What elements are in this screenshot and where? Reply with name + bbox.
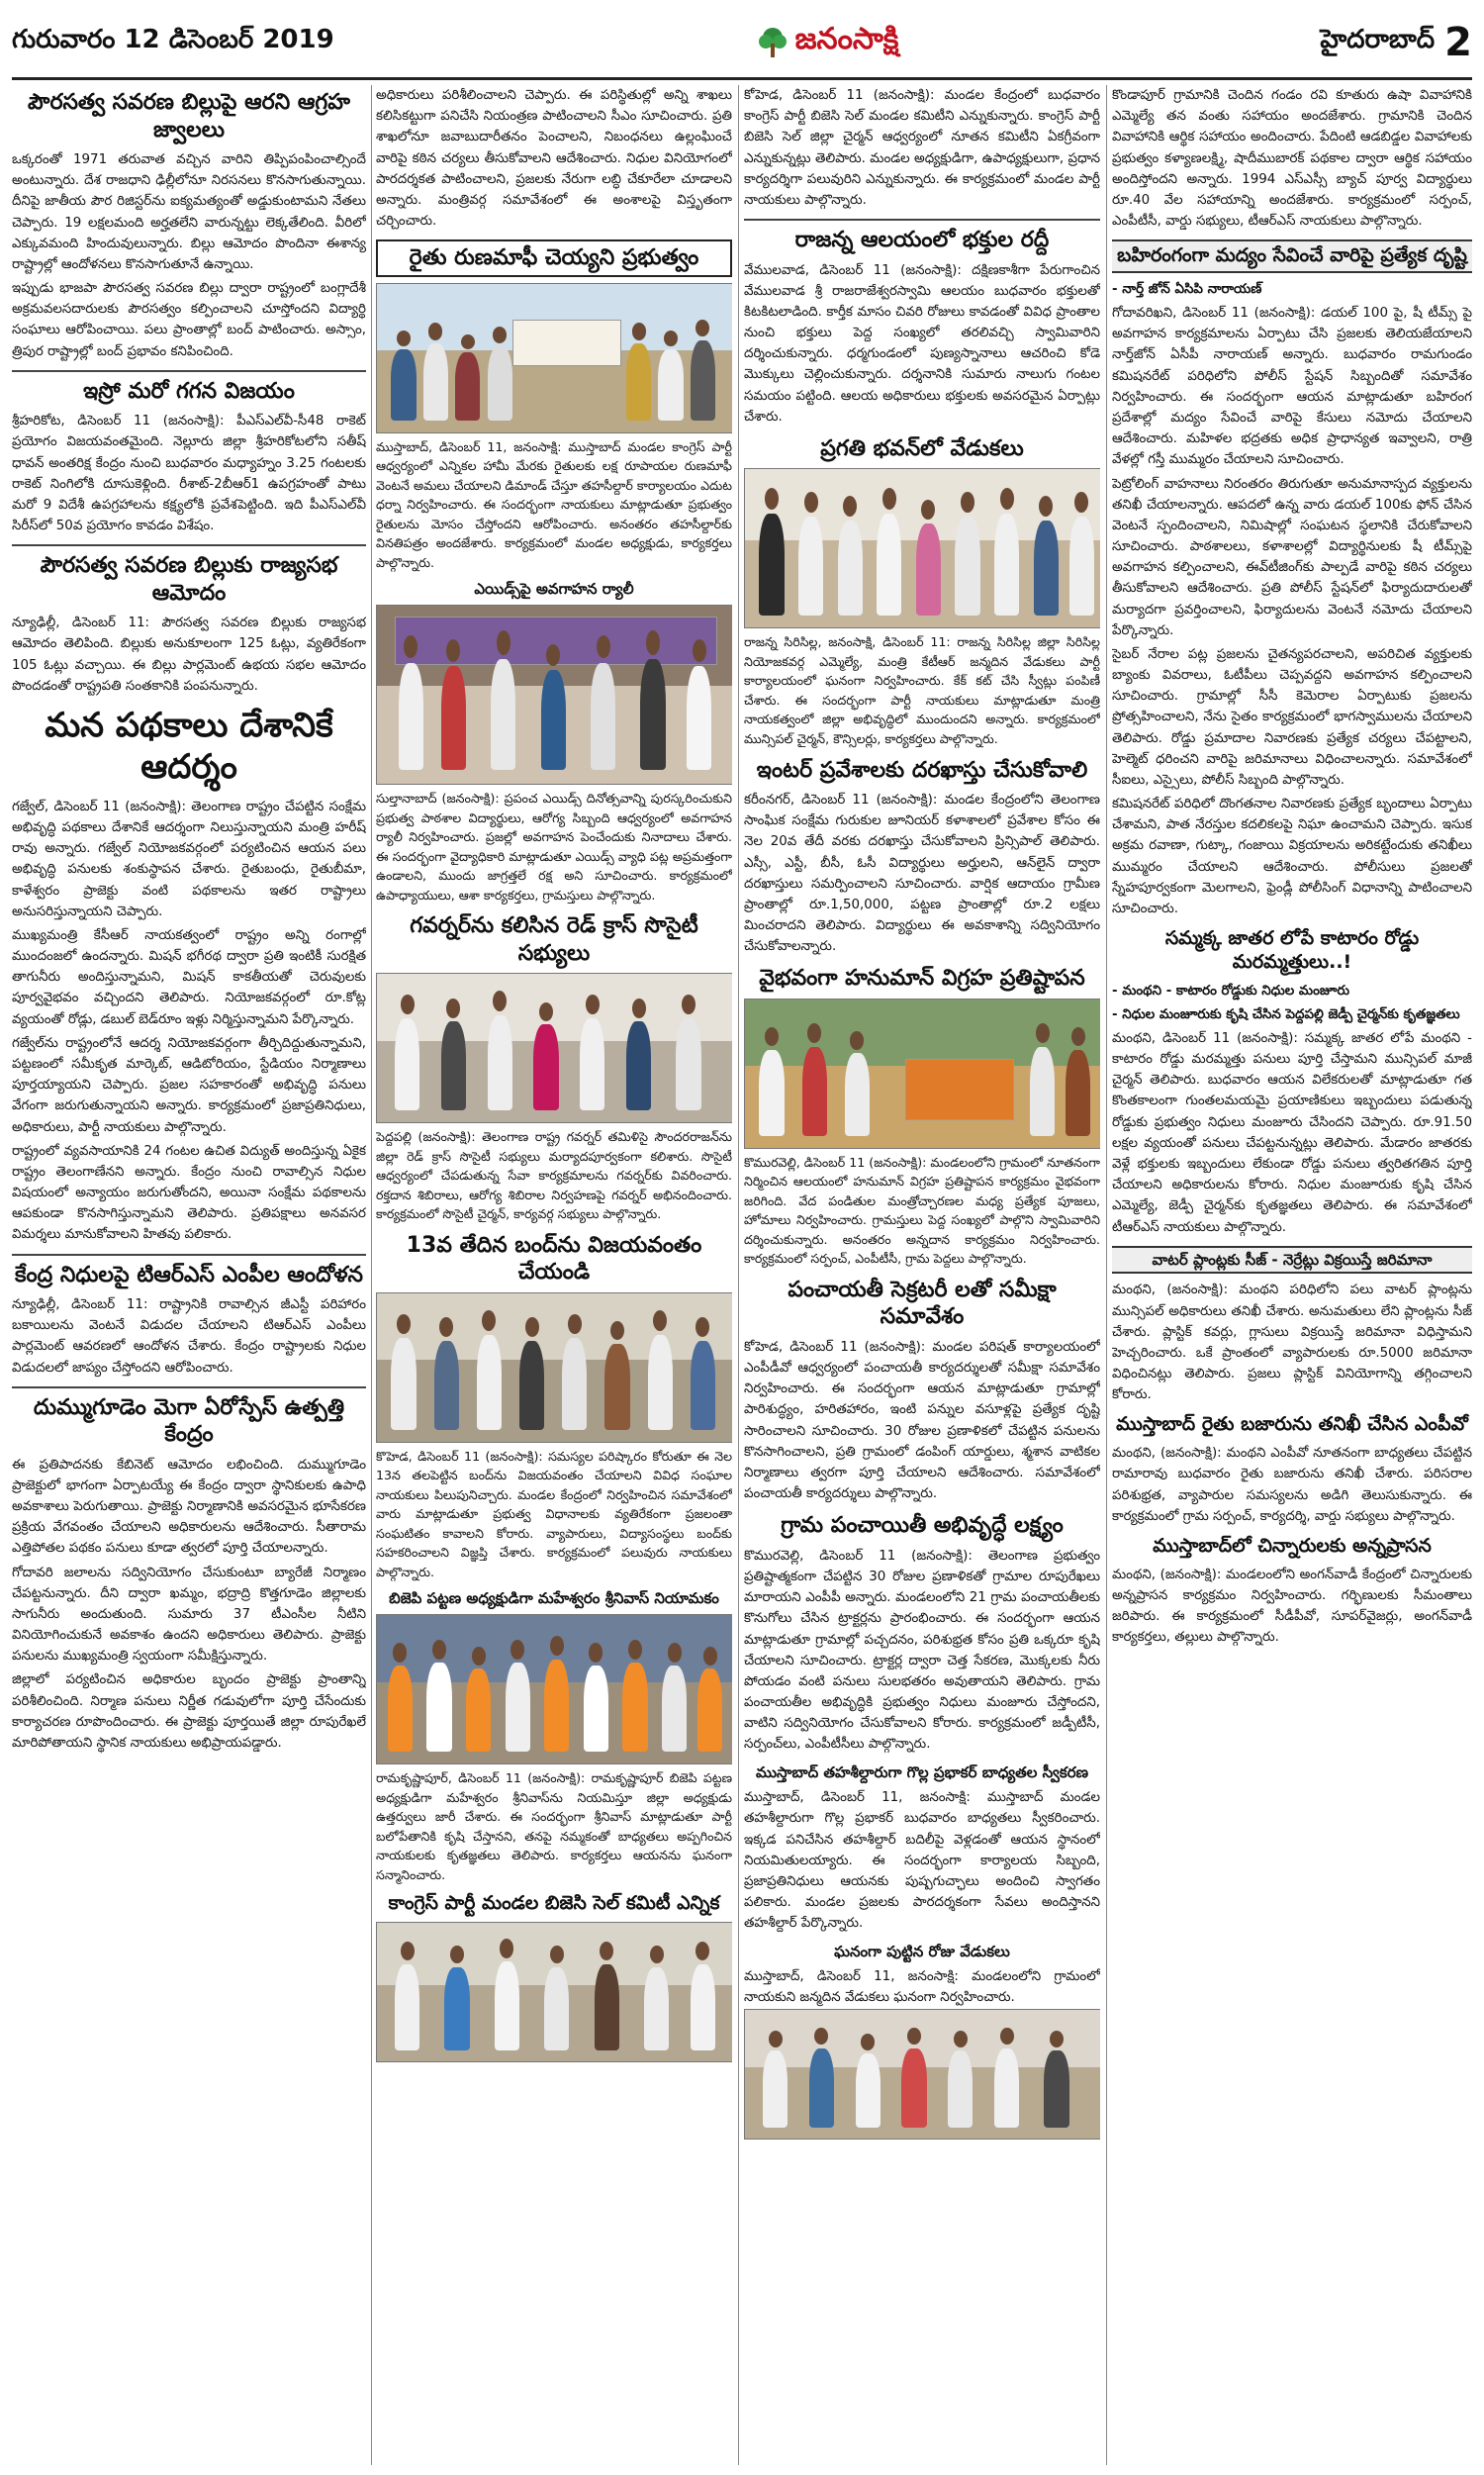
news-photo xyxy=(376,973,732,1123)
article-text: జిల్లాలో పర్యటించిన అధికారుల బృందం ప్రాజెక్టు ప్రాంతాన్ని పరిశీలించింది. నిర్మాణ పనులు నిర్ణీత గడువులోగా పూర్తి చేసేందుకు కార్యాచరణ రూపొందించారు. ఈ ప్రాజెక్టు పూర్తయితే జిల్లా రూపురేఖలే మారిపోతాయని స్థానిక నాయకులు అభిప్రాయపడ్డారు. xyxy=(12,1672,366,1751)
headline: గవర్నర్‌ను కలిసిన రెడ్ క్రాస్ సొసైటీ సభ్యులు xyxy=(410,913,698,966)
tree-logo-icon xyxy=(756,26,789,59)
article-continuation xyxy=(376,85,732,232)
article-rajanna-temple xyxy=(744,227,1100,428)
headline: ఇస్రో మరో గగన విజయం xyxy=(83,378,295,404)
article-text: రాష్ట్రంలో వ్యవసాయానికి 24 గంటల ఉచిత విద్యుత్ అందిస్తున్న ఏకైక రాష్ట్రం తెలంగాణేనని అన్నారు. కేంద్రం నుంచి రావాల్సిన నిధుల విషయంలో అన్యాయం జరుగుతోందని, అయినా సంక్షేమ పథకాలను ఆపకుండా కొనసాగిస్తున్నామని తెలిపారు. ప్రతిపక్షాలు అనవసర విమర్శలు మానుకోవాలని హితవు పలికారు. xyxy=(12,1143,366,1243)
column-3 xyxy=(744,85,1100,2465)
headline: ముస్తాబాద్ తహశీల్దారుగా గొల్ల ప్రభాకర్ బాధ్యతల స్వీకరణ xyxy=(755,1762,1089,1781)
article-text: గోదావరి జలాలను సద్వినియోగం చేసుకుంటూ బ్యారేజీ నిర్మాణం చేపట్టనున్నారు. దీని ద్వారా ఖమ్మం, భద్రాద్రి కొత్తగూడెం జిల్లాలకు సాగునీరు అందుతుంది. సుమారు 37 టీఎంసీల నీటిని వినియోగించుకునే అవకాశం ఉందని అధికారులు తెలిపారు. ప్రాజెక్టు పనులను ముఖ్యమంత్రి స్వయంగా సమీక్షిస్తున్నారు. xyxy=(12,1565,366,1665)
headline: వైభవంగా హనుమాన్ విగ్రహ ప్రతిష్టాపన xyxy=(759,966,1085,992)
headline: రాజన్న ఆలయంలో భక్తుల రద్దీ xyxy=(794,228,1050,253)
headline: కేంద్ర నిధులపై టిఆర్ఎస్ ఎంపీల ఆందోళన xyxy=(15,1262,363,1287)
column-divider xyxy=(1106,85,1107,2465)
column-4 xyxy=(1112,85,1472,2465)
article-text: న్యూఢిల్లీ, డిసెంబర్ 11: పౌరసత్వ సవరణ బిల్లుకు రాజ్యసభ ఆమోదం తెలిపింది. బిల్లుకు అనుకూలంగా 125 ఓట్లు, వ్యతిరేకంగా 105 ఓట్లు వచ్చాయి. ఈ బిల్లు పార్లమెంట్ ఉభయ సభల ఆమోదం పొందడంతో రాష్ట్రపతి సంతకానికి పంపనున్నారు. xyxy=(12,616,366,694)
article-birthday xyxy=(744,1943,1100,2140)
article-panchayat-review xyxy=(744,1277,1100,1504)
article-wedding-help xyxy=(1112,85,1472,232)
article-tahsildar xyxy=(744,1763,1100,1935)
headline: పౌరసత్వ సవరణ బిల్లుకు రాజ్యసభ ఆమోదం xyxy=(40,553,338,606)
headline: కాంగ్రెస్ పార్టీ మండల బిజెసి సెల్ కమిటీ ఎన్నిక xyxy=(388,1892,720,1915)
article-annaprasana xyxy=(1112,1535,1472,1648)
article-trs-mps xyxy=(12,1262,366,1379)
headline: దుమ్ముగూడెం మెగా ఏరోస్పేస్ ఉత్పత్తి కేంద్రం xyxy=(33,1394,345,1448)
article-text: ఈ ప్రతిపాదనకు కేబినెట్ ఆమోదం లభించింది. దుమ్ముగూడెం ప్రాజెక్టులో భాగంగా ఏర్పాటయ్యే ఈ కేంద్రం ద్వారా స్థానికులకు ఉపాధి అవకాశాలు పెరుగుతాయి. ప్రాజెక్టు నిర్మాణానికి అవసరమైన భూసేకరణ ప్రక్రియ వేగవంతం చేయాలని అధికారులను ఆదేశించారు. సీతారామ ఎత్తిపోతల పథకం పనులు కూడా త్వరలో పూర్తి చేయాలన్నారు. xyxy=(12,1457,366,1557)
article-bjp-president xyxy=(376,1589,732,1884)
divider xyxy=(744,219,1100,221)
headline: ఎయిడ్స్‌పై అవగాహన ర్యాలీ xyxy=(474,580,634,599)
photo-caption: ముస్తాబాద్, డిసెంబర్ 11, జనంసాక్షి: ముస్తాబాద్ మండల కాంగ్రెస్ పార్టీ ఆధ్వర్యంలో ఎన్నికల హామీ మేరకు రైతులకు లక్ష రూపాయల రుణమాఫీ వెంటనే అమలు చేయాలని డిమాండ్ చేస్తూ తహసీల్దార్ కార్యాలయం ఎదుట ధర్నా నిర్వహించారు. ఈ సందర్భంగా నాయకులు మాట్లాడుతూ ప్రభుత్వం రైతులను మోసం చేస్తోందని ఆరోపించారు. అనంతరం తహసీల్దార్‌కు వినతిపత్రం అందజేశారు. కార్యక్రమంలో మండల అధ్యక్షుడు, కార్యకర్తలు పాల్గొన్నారు. xyxy=(376,438,732,570)
column-2 xyxy=(376,85,732,2465)
photo-caption: రాజన్న సిరిసిల్ల, జనంసాక్షి, డిసెంబర్ 11: రాజన్న సిరిసిల్ల జిల్లా సిరిసిల్ల నియోజకవర్గ ఎమ్మెల్యే, మంత్రి కేటీఆర్ జన్మదిన వేడుకలు పార్టీ కార్యాలయంలో ఘనంగా నిర్వహించారు. కేక్ కట్ చేసి స్వీట్లు పంపిణీ చేశారు. ఈ సందర్భంగా పార్టీ నాయకులు మాట్లాడుతూ మంత్రి నాయకత్వంలో జిల్లా అభివృద్ధిలో ముందుందని అన్నారు. కార్యక్రమంలో మున్సిపల్ చైర్మన్, కౌన్సిలర్లు, కార్యకర్తలు పాల్గొన్నారు. xyxy=(744,634,1100,746)
article-text: ఒక్కరంతో 1971 తరువాత వచ్చిన వారిని తిప్పిపంపించాల్సిందే అంటున్నారు. దేశ రాజధాని ఢిల్లీలోనూ నిరసనలు కొనసాగుతున్నాయి. దీనిపై జాతీయ పౌర రిజిస్టర్‌ను ఐక్యమత్యంతో అడ్డుకుంటామని నేతలు చెప్పారు. 19 లక్షలమంది అర్హతలేని వారున్నట్టు లెక్కతేలింది. వీరిలో ఎక్కువమంది హిందువులున్నారు. బిల్లు ఆమోదం పొందినా ఈశాన్య రాష్ట్రాల్లో ఆందోళనలు కొనసాగుతూనే ఉన్నాయి. xyxy=(12,152,366,272)
headline: బహిరంగంగా మద్యం సేవించే వారిపై ప్రత్యేక దృష్టి xyxy=(1112,239,1472,273)
article-text: కోహెడ, డిసెంబర్ 11 (జనంసాక్షి): మండల కేంద్రంలో బుధవారం కాంగ్రెస్ పార్టీ బిజెసి సెల్ మండల కమిటీని ఎన్నుకున్నారు. కాంగ్రెస్ పార్టీ బిజెసి సెల్ జిల్లా చైర్మన్ ఆధ్వర్యంలో నూతన కమిటీని ఏకగ్రీవంగా ఎన్నుకున్నట్లు తెలిపారు. మండల అధ్యక్షుడిగా, ఉపాధ్యక్షులుగా, ప్రధాన కార్యదర్శిగా పలువురిని ఎన్నుకున్నారు. ఈ కార్యక్రమంలో మండల పార్టీ నాయకులు పాల్గొన్నారు. xyxy=(744,88,1100,208)
article-text: మంథని, (జనంసాక్షి): మండలంలోని అంగన్‌వాడీ కేంద్రంలో చిన్నారులకు అన్నప్రాసన కార్యక్రమం నిర్వహించారు. గర్భిణులకు సీమంతాలు జరిపారు. ఈ కార్యక్రమంలో సీడీపీవో, సూపర్‌వైజర్లు, అంగన్‌వాడీ కార్యకర్తలు, తల్లులు పాల్గొన్నారు. xyxy=(1112,1567,1472,1646)
article-bjc-committee-text xyxy=(744,85,1100,211)
headline: బిజెపి పట్టణ అధ్యక్షుడిగా మహేశ్వరం శ్రీనివాస్ నియామకం xyxy=(389,1589,719,1608)
brand-name: జనంసాక్షి xyxy=(794,22,899,56)
news-photo xyxy=(744,468,1100,628)
photo-caption: రామకృష్ణాపూర్, డిసెంబర్ 11 (జనంసాక్షి): రామకృష్ణాపూర్ బిజెపి పట్టణ అధ్యక్షుడిగా మహేశ్వరం శ్రీనివాస్‌ను నియమిస్తూ జిల్లా అధ్యక్షుడు ఉత్తర్వులు జారీ చేశారు. ఈ సందర్భంగా శ్రీనివాస్ మాట్లాడుతూ పార్టీ బలోపేతానికి కృషి చేస్తానని, తనపై నమ్మకంతో బాధ్యతలు అప్పగించిన నాయకులకు కృతజ్ఞతలు తెలిపారు. కార్యకర్తలు ఆయనను ఘనంగా సన్మానించారు. xyxy=(376,1770,732,1882)
column-divider xyxy=(371,85,372,2465)
news-photo xyxy=(376,1922,732,2062)
headline: 13వ తేదిన బంద్‌ను విజయవంతం చేయండి xyxy=(406,1232,702,1285)
photo-caption: పెద్దపల్లి (జనంసాక్షి): తెలంగాణ రాష్ట్ర గవర్నర్ తమిళిసై సౌందరరాజన్‌ను జిల్లా రెడ్ క్రాస్ సొసైటీ సభ్యులు మర్యాదపూర్వకంగా కలిశారు. సొసైటీ ఆధ్వర్యంలో చేపడుతున్న సేవా కార్యక్రమాలను గవర్నర్‌కు వివరించారు. రక్తదాన శిబిరాలు, ఆరోగ్య శిబిరాల నిర్వహణపై గవర్నర్ అభినందించారు. కార్యక్రమంలో సొసైటీ చైర్మన్, కార్యవర్గ సభ్యులు పాల్గొన్నారు. xyxy=(376,1129,732,1222)
city-name: హైదరాబాద్ xyxy=(1320,25,1436,54)
page-number: 2 xyxy=(1444,20,1472,65)
article-schemes-model xyxy=(12,705,366,1246)
news-photo xyxy=(376,605,732,785)
column-1 xyxy=(12,85,366,2465)
divider xyxy=(12,1386,366,1388)
article-text: శ్రీహరికోట, డిసెంబర్ 11 (జనంసాక్షి): పీఎస్‌ఎల్‌వీ-సీ48 రాకెట్ ప్రయోగం విజయవంతమైంది. నెల్లూరు జిల్లా శ్రీహరికోటలోని సతీష్ ధావన్ అంతరిక్ష కేంద్రం నుంచి బుధవారం మధ్యాహ్నం 3.25 గంటలకు రాకెట్ నింగిలోకి దూసుకెళ్లింది. రీశాట్-2బీఆర్1 ఉపగ్రహంతో పాటు మరో 9 విదేశీ ఉపగ్రహాలను కక్ష్యలోకి ప్రవేశపెట్టింది. ఇది పీఎస్‌ఎల్‌వీ సిరీస్‌లో 50వ ప్రయోగం కావడం విశేషం. xyxy=(12,414,366,534)
brand-logo xyxy=(756,22,899,63)
headline: ప్రగతి భవన్‌లో వేడుకలు xyxy=(820,435,1024,461)
article-aids-rally xyxy=(376,580,732,904)
divider xyxy=(12,1254,366,1256)
article-text: కమిషనరేట్ పరిధిలో దొంగతనాల నివారణకు ప్రత్యేక బృందాలు ఏర్పాటు చేశామని, పాత నేరస్తుల కదలికలపై నిఘా ఉంచామని చెప్పారు. ఇసుక అక్రమ రవాణా, గుట్కా, గంజాయి విక్రయాలను అరికట్టేందుకు తనిఖీలు ముమ్మరం చేయాలని ఆదేశించారు. పోలీసులు ప్రజలతో స్నేహపూర్వకంగా మెలగాలని, ఫ్రెండ్లీ పోలీసింగ్ విధానాన్ని పాటించాలని సూచించారు. xyxy=(1112,797,1472,916)
article-kataram-road xyxy=(1112,927,1472,1238)
article-text: కొండాపూర్ గ్రామానికి చెందిన గండం రవి కూతురు ఉషా వివాహానికి ఎమ్మెల్యే తన వంతు సహాయం అందజేశారు. గ్రామానికి చెందిన వివాహానికి ఆర్థిక సహాయం అందించారు. పేదింటి ఆడబిడ్డల వివాహాలకు ప్రభుత్వం కళ్యాణలక్ష్మి, షాదీముబారక్ పథకాల ద్వారా ఆర్థిక సహాయం అందిస్తోందని అన్నారు. 1994 ఎస్ఎస్సీ బ్యాచ్ పూర్వ విద్యార్థులు రూ.40 వేల సహాయాన్ని అందజేశారు. కార్యక్రమంలో సర్పంచ్, ఎంపీటీసీ, వార్డు సభ్యులు, టీఆర్ఎస్ నాయకులు పాల్గొన్నారు. xyxy=(1112,88,1472,230)
article-congress-bjc xyxy=(376,1892,732,2062)
subheading: - మంథని - కాటారం రోడ్డుకు నిధుల మంజూరు xyxy=(1112,983,1350,999)
article-text: అధికారులు పరిశీలించాలని చెప్పారు. ఈ పరిస్థితుల్లో అన్ని శాఖలు కలిసికట్టుగా పనిచేసి నియంత్రణ పాటించాలని సీఎం సూచించారు. ప్రతి శాఖలోనూ జవాబుదారీతనం పెంచాలని, నిబంధనలు ఉల్లంఘించే వారిపై కఠిన చర్యలు తీసుకోవాలని ఆదేశించారు. నిధుల వినియోగంలో పారదర్శకత పాటించాలని, ప్రజలకు నేరుగా లబ్ధి చేకూరేలా చూడాలని అన్నారు. మంత్రివర్గ సమావేశంలో ఈ అంశాలపై విస్తృతంగా చర్చించారు. xyxy=(376,88,732,230)
article-text: మంథని, (జనంసాక్షి): మంథని ఎంపీవో నూతనంగా బాధ్యతలు చేపట్టిన రామారావు బుధవారం రైతు బజారును తనిఖీ చేశారు. పరిసరాల పరిశుభ్రత, వ్యాపారుల సమస్యలను అడిగి తెలుసుకున్నారు. ఈ కార్యక్రమంలో గ్రామ సర్పంచ్, కార్యదర్శి, వార్డు సభ్యులు పాల్గొన్నారు. xyxy=(1112,1446,1472,1524)
article-water-plants xyxy=(1112,1246,1472,1406)
article-text: పెట్రోలింగ్ వాహనాలు నిరంతరం తిరుగుతూ అనుమానాస్పద వ్యక్తులను తనిఖీ చేయాలన్నారు. ఆపదలో ఉన్న వారు డయల్ 100కు ఫోన్ చేసిన వెంటనే స్పందించాలని, నిమిషాల్లో సంఘటన స్థలానికి చేరుకోవాలని సూచించారు. పాఠశాలలు, కళాశాలల్లో విద్యార్థినులకు షీ టీమ్స్‌పై అవగాహన కల్పించాలని, ఈవ్‌టీజింగ్‌కు పాల్పడే వారిపై కఠిన చర్యలు తీసుకోవాలని ఆదేశించారు. ప్రతి పోలీస్ స్టేషన్‌లో ఫిర్యాదుదారులతో మర్యాదగా ప్రవర్తించాలని, ఫిర్యాదులను వెంటనే నమోదు చేయాలని పేర్కొన్నారు. xyxy=(1112,476,1472,638)
article-rajyasabha xyxy=(12,552,366,697)
article-text: కరీంనగర్, డిసెంబర్ 11 (జనంసాక్షి): మండల కేంద్రంలోని తెలంగాణ సాంఘిక సంక్షేమ గురుకుల జూనియర్ కళాశాలలో ప్రవేశాల కోసం ఈ నెల 20వ తేదీ వరకు దరఖాస్తు చేసుకోవాలని ప్రిన్సిపాల్ తెలిపారు. ఎస్సీ, ఎస్టీ, బీసీ, ఓసీ విద్యార్థులు అర్హులని, ఆన్‌లైన్ ద్వారా దరఖాస్తులు సమర్పించాలని సూచించారు. వార్షిక ఆదాయం గ్రామీణ ప్రాంతాల్లో రూ.1,50,000, పట్టణ ప్రాంతాల్లో రూ.2 లక్షలు మించరాదని తెలిపారు. విద్యార్థులు ఈ అవకాశాన్ని సద్వినియోగం చేసుకోవాలన్నారు. xyxy=(744,793,1100,955)
headline: గ్రామ పంచాయితీ అభివృద్ధే లక్ష్యం xyxy=(781,1513,1064,1539)
article-pragathi-bhavan xyxy=(744,435,1100,749)
article-loan-waiver xyxy=(376,239,732,572)
edition-city xyxy=(1320,20,1472,65)
article-text: న్యూఢిల్లీ, డిసెంబర్ 11: రాష్ట్రానికి రావాల్సిన జీఎస్టీ పరిహారం బకాయిలను వెంటనే విడుదల చేయాలని టిఆర్ఎస్ ఎంపీలు పార్లమెంట్ ఆవరణలో ఆందోళన చేశారు. కేంద్రం రాష్ట్రాలకు నిధుల విడుదలలో జాప్యం చేస్తోందని ఆరోపించారు. xyxy=(12,1297,366,1376)
article-text: సైబర్ నేరాల పట్ల ప్రజలను చైతన్యపరచాలని, అపరిచిత వ్యక్తులకు బ్యాంకు వివరాలు, ఓటీపీలు చెప్పవద్దని అవగాహన కల్పించాలని సూచించారు. గ్రామాల్లో సీసీ కెమెరాల ఏర్పాటుకు ప్రజలను ప్రోత్సహించాలని, నేను సైతం కార్యక్రమంలో భాగస్వాములను చేయాలని తెలిపారు. రోడ్డు ప్రమాదాల నివారణకు ప్రత్యేక చర్యలు చేపట్టాలని, హెల్మెట్ ధరించని వారిపై జరిమానాలు విధించాలన్నారు. సమావేశంలో సీఐలు, ఎస్సైలు, పోలీస్ సిబ్బంది పాల్గొన్నారు. xyxy=(1112,646,1472,788)
article-text: ముస్తాబాద్, డిసెంబర్ 11, జనంసాక్షి: మండలంలోని గ్రామంలో నాయకుని జన్మదిన వేడుకలు ఘనంగా నిర్వహించారు. xyxy=(744,1969,1100,2006)
article-text: వేములవాడ, డిసెంబర్ 11 (జనంసాక్షి): దక్షిణకాశీగా పేరుగాంచిన వేములవాడ శ్రీ రాజరాజేశ్వరస్వామి ఆలయం బుధవారం భక్తులతో కిటకిటలాడింది. కార్తీక మాసం చివరి రోజులు కావడంతో వివిధ ప్రాంతాల నుంచి భక్తులు పెద్ద సంఖ్యలో తరలివచ్చి స్వామివారిని దర్శించుకున్నారు. ధర్మగుండంలో పుణ్యస్నానాలు ఆచరించి కోడె మొక్కులు చెల్లించుకున్నారు. దర్శనానికి సుమారు నాలుగు గంటల సమయం పట్టింది. ఆలయ అధికారులు భక్తులకు అవసరమైన ఏర్పాట్లు చేశారు. xyxy=(744,262,1100,425)
issue-date: గురువారం 12 డిసెంబర్ 2019 xyxy=(12,25,334,54)
photo-caption: కొహెడ, డిసెంబర్ 11 (జనంసాక్షి): సమస్యల పరిష్కారం కోరుతూ ఈ నెల 13న తలపెట్టిన బంద్‌ను విజయవంతం చేయాలని వివిధ సంఘాల నాయకులు పిలుపునిచ్చారు. మండల కేంద్రంలో నిర్వహించిన సమావేశంలో వారు మాట్లాడుతూ ప్రభుత్వ విధానాలకు వ్యతిరేకంగా ప్రజలంతా సంఘటితం కావాలని కోరారు. వ్యాపారులు, విద్యాసంస్థలు బంద్‌కు సహకరించాలని విజ్ఞప్తి చేశారు. కార్యక్రమంలో పలువురు నాయకులు పాల్గొన్నారు. xyxy=(376,1448,732,1579)
article-text: కోహెడ, డిసెంబర్ 11 (జనంసాక్షి): మండల పరిషత్ కార్యాలయంలో ఎంపీడీవో ఆధ్వర్యంలో పంచాయతీ కార్యదర్శులతో సమీక్షా సమావేశం నిర్వహించారు. ఈ సందర్భంగా ఆయన మాట్లాడుతూ గ్రామాల్లో పారిశుద్ధ్యం, హరితహారం, ఇంటి పన్నుల వసూళ్లపై ప్రత్యేక దృష్టి సారించాలని సూచించారు. 30 రోజుల ప్రణాళికలో చేపట్టిన పనులను కొనసాగించాలని, ప్రతి గ్రామంలో డంపింగ్ యార్డులు, శ్మశాన వాటికల నిర్మాణాలు త్వరగా పూర్తి చేయాలని ఆదేశించారు. సమావేశంలో పంచాయతీ కార్యదర్శులు పాల్గొన్నారు. xyxy=(744,1339,1100,1502)
article-mpo-inspection xyxy=(1112,1413,1472,1526)
column-divider xyxy=(738,85,739,2465)
article-dummugudem xyxy=(12,1394,366,1754)
article-text: కొమురవెల్లి, డిసెంబర్ 11 (జనంసాక్షి): తెలంగాణ ప్రభుత్వం ప్రతిష్టాత్మకంగా చేపట్టిన 30 రోజుల ప్రణాళికతో గ్రామాల రూపురేఖలు మారాయని ఎంపీపీ అన్నారు. మండలంలోని 21 గ్రామ పంచాయతీలకు కొనుగోలు చేసిన ట్రాక్టర్లను ప్రారంభించారు. ఈ సందర్భంగా ఆయన మాట్లాడుతూ గ్రామాల్లో పచ్చదనం, పరిశుభ్రత కోసం ప్రతి ఒక్కరూ కృషి చేయాలని సూచించారు. ట్రాక్టర్ల ద్వారా చెత్త సేకరణ, మొక్కలకు నీరు పోయడం వంటి పనులు సులభతరం అవుతాయని తెలిపారు. గ్రామ పంచాయతీల అభివృద్ధికి ప్రభుత్వం నిధులు మంజూరు చేస్తోందని, వాటిని సద్వినియోగం చేసుకోవాలని కోరారు. కార్యక్రమంలో జడ్పీటీసీ, సర్పంచ్‌లు, ఎంపీటీసీలు పాల్గొన్నారు. xyxy=(744,1548,1100,1753)
headline: సమ్మక్క జాతర లోపే కాటారం రోడ్డు మరమ్మత్తులు..! xyxy=(1164,927,1420,973)
news-photo xyxy=(376,1614,732,1764)
article-text: గజ్వేల్, డిసెంబర్ 11 (జనంసాక్షి): తెలంగాణ రాష్ట్రం చేపట్టిన సంక్షేమ అభివృద్ధి పథకాలు దేశానికే ఆదర్శంగా నిలుస్తున్నాయని మంత్రి హరీష్ రావు అన్నారు. గజ్వేల్ నియోజకవర్గంలో పర్యటించిన ఆయన పలు అభివృద్ధి పనులకు శంకుస్థాపన చేశారు. రైతుబంధు, రైతుబీమా, కాళేశ్వరం ప్రాజెక్టు వంటి పథకాలను ఇతర రాష్ట్రాలు అనుసరిస్తున్నాయని చెప్పారు. xyxy=(12,799,366,919)
article-text: మంథని, డిసెంబర్ 11 (జనంసాక్షి): సమ్మక్క జాతర లోపే మంథని - కాటారం రోడ్డు మరమ్మత్తు పనులు పూర్తి చేస్తామని మున్సిపల్ మాజీ చైర్మన్ తెలిపారు. బుధవారం ఆయన విలేకరులతో మాట్లాడుతూ గత కొంతకాలంగా గుంతలమయమై ప్రయాణికులు ఇబ్బందులు పడుతున్న రోడ్డుకు ప్రభుత్వం నిధులు మంజూరు చేసిందని చెప్పారు. రూ.91.50 లక్షల వ్యయంతో పనులు చేపట్టనున్నట్లు తెలిపారు. మేడారం జాతరకు వెళ్లే భక్తులకు ఇబ్బందులు లేకుండా రోడ్డు పనులు త్వరితగతిన పూర్తి చేయాలని అధికారులను కోరారు. నిధుల మంజూరుకు కృషి చేసిన ఎమ్మెల్యే, జెడ్పీ చైర్మన్‌కు కృతజ్ఞతలు తెలిపారు. ఈ సమావేశంలో టీఆర్ఎస్ నాయకులు పాల్గొన్నారు. xyxy=(1112,1030,1472,1235)
article-text: గజ్వేల్‌ను రాష్ట్రంలోనే ఆదర్శ నియోజకవర్గంగా తీర్చిదిద్దుతున్నామని, పట్టణంలో సమీకృత మార్కెట్, ఆడిటోరియం, స్టేడియం నిర్మాణాలు పూర్తయ్యాయని చెప్పారు. ప్రజల సహకారంతో అభివృద్ధి పనులు వేగంగా జరుగుతున్నాయని అన్నారు. కార్యక్రమంలో ప్రజాప్రతినిధులు, అధికారులు, పార్టీ నాయకులు పాల్గొన్నారు. xyxy=(12,1035,366,1135)
subheading: - నిధుల మంజూరుకు కృషి చేసిన పెద్దపల్లి జెడ్పీ చైర్మన్‌కు కృతజ్ఞతలు xyxy=(1112,1006,1460,1022)
headline: ముస్తాబాద్‌లో చిన్నారులకు అన్నప్రాసన xyxy=(1153,1534,1432,1557)
headline: ఘనంగా పుట్టిన రోజు వేడుకలు xyxy=(834,1942,1010,1960)
masthead xyxy=(12,8,1472,80)
article-inter-admissions xyxy=(744,757,1100,958)
headline: ఇంటర్ ప్రవేశాలకు దరఖాస్తు చేసుకోవాలి xyxy=(756,757,1088,783)
headline: పౌరసత్వ సవరణ బిల్లుపై ఆరని ఆగ్రహ జ్వాలలు xyxy=(28,90,350,143)
headline: పంచాయతీ సెక్రటరీ లతో సమీక్షా సమావేశం xyxy=(788,1277,1057,1330)
article-public-drinking xyxy=(1112,239,1472,919)
divider xyxy=(12,544,366,546)
photo-caption: సుల్తానాబాద్ (జనంసాక్షి): ప్రపంచ ఎయిడ్స్ దినోత్సవాన్ని పురస్కరించుకుని ప్రభుత్వ పాఠశాల విద్యార్థులు, ఆరోగ్య సిబ్బంది ఆధ్వర్యంలో అవగాహన ర్యాలీ నిర్వహించారు. ప్రజల్లో అవగాహన పెంచేందుకు నినాదాలు చేశారు. ఈ సందర్భంగా వైద్యాధికారి మాట్లాడుతూ ఎయిడ్స్ వ్యాధి పట్ల అప్రమత్తంగా ఉండాలని, ముందు జాగ్రత్తలే రక్ష అని సూచించారు. కార్యక్రమంలో ఉపాధ్యాయులు, ఆశా కార్యకర్తలు, గ్రామస్తులు పాల్గొన్నారు. xyxy=(376,791,732,903)
article-text: ఇప్పుడు భాజపా పౌరసత్వ సవరణ బిల్లు ద్వారా రాష్ట్రంలో బంగ్లాదేశీ అక్రమవలసదారులకు పౌరసత్వం కల్పించాలని చూస్తోందని విద్యార్థి సంఘాలు ఆరోపించాయి. పలు ప్రాంతాల్లో బంద్ పాటించారు. అస్సాం, త్రిపుర రాష్ట్రాల్లో బంద్ ప్రభావం కనిపించింది. xyxy=(12,281,366,359)
article-bandh-call xyxy=(376,1232,732,1582)
article-caa-protests xyxy=(12,89,366,362)
byline: - నార్త్ జోన్ ఏసిపి నారాయణ్ xyxy=(1112,281,1262,297)
news-photo xyxy=(376,283,732,433)
headline: రైతు రుణమాఫీ చెయ్యని ప్రభుత్వం xyxy=(376,239,732,277)
article-text: ముఖ్యమంత్రి కేసీఆర్ నాయకత్వంలో రాష్ట్రం అన్ని రంగాల్లో ముందంజలో ఉందన్నారు. మిషన్ భగీరథ ద్వారా ప్రతి ఇంటికీ సురక్షిత తాగునీరు అందిస్తున్నామని, మిషన్ కాకతీయతో చెరువులకు పూర్వవైభవం వచ్చిందని తెలిపారు. నియోజకవర్గంలో రూ.కోట్ల వ్యయంతో రోడ్లు, డబుల్ బెడ్‌రూం ఇళ్లు నిర్మిస్తున్నామని పేర్కొన్నారు. xyxy=(12,927,366,1027)
article-isro xyxy=(12,378,366,537)
headline: ముస్తాబాద్ రైతు బజారును తనిఖీ చేసిన ఎంపీవో xyxy=(1116,1413,1468,1436)
article-text: ముస్తాబాద్, డిసెంబర్ 11, జనంసాక్షి: ముస్తాబాద్ మండల తహశీల్దారుగా గొల్ల ప్రభాకర్ బుధవారం బాధ్యతలు స్వీకరించారు. ఇక్కడ పనిచేసిన తహశీల్దార్ బదిలీపై వెళ్లడంతో ఆయన స్థానంలో నియమితులయ్యారు. ఈ సందర్భంగా కార్యాలయ సిబ్బంది, ప్రజాప్రతినిధులు ఆయనకు పుష్పగుచ్ఛాలు అందించి స్వాగతం పలికారు. మండల ప్రజలకు పారదర్శకంగా సేవలు అందిస్తానని తహశీల్దార్ పేర్కొన్నారు. xyxy=(744,1790,1100,1932)
article-hanuman-idol xyxy=(744,965,1100,1269)
news-photo xyxy=(744,2009,1100,2140)
divider xyxy=(12,370,366,372)
article-red-cross xyxy=(376,912,732,1224)
news-photo xyxy=(744,999,1100,1149)
article-text: మంథని, (జనంసాక్షి): మంథని పరిధిలోని పలు వాటర్ ప్లాంట్లను మున్సిపల్ అధికారులు తనిఖీ చేశారు. అనుమతులు లేని ప్లాంట్లను సీజ్ చేశారు. ప్లాస్టిక్ కవర్లు, గ్లాసులు విక్రయిస్తే జరిమానా విధిస్తామని హెచ్చరించారు. ఒకే ప్రాంతంలో వ్యాపారులకు రూ.5000 జరిమానా విధించినట్లు తెలిపారు. ప్రజలు ప్లాస్టిక్ వినియోగాన్ని తగ్గించాలని కోరారు. xyxy=(1112,1283,1472,1403)
news-photo xyxy=(376,1292,732,1443)
headline-lead: మన పథకాలు దేశానికే ఆదర్శం xyxy=(45,705,333,788)
photo-caption: కొమురవెల్లి, డిసెంబర్ 11 (జనంసాక్షి): మండలంలోని గ్రామంలో నూతనంగా నిర్మించిన ఆలయంలో హనుమాన్ విగ్రహ ప్రతిష్టాపన కార్యక్రమం వైభవంగా జరిగింది. వేద పండితుల మంత్రోచ్చారణల మధ్య ప్రత్యేక పూజలు, హోమాలు నిర్వహించారు. గ్రామస్తులు పెద్ద సంఖ్యలో పాల్గొని స్వామివారిని దర్శించుకున్నారు. అనంతరం అన్నదాన కార్యక్రమం నిర్వహించారు. కార్యక్రమంలో సర్పంచ్, ఎంపీటీసీ, గ్రామ పెద్దలు పాల్గొన్నారు. xyxy=(744,1154,1100,1267)
article-text: గోదావరిఖని, డిసెంబర్ 11 (జనంసాక్షి): డయల్ 100 పై, షీ టీమ్స్ పై అవగాహన కార్యక్రమాలను ఏర్పాటు చేసి ప్రజలకు తెలియజేయాలని నార్త్‌జోన్ ఏసీపీ నారాయణ్ అన్నారు. బుధవారం రామగుండం కమిషనరేట్ పరిధిలోని పోలీస్ స్టేషన్ సిబ్బందితో సమావేశం నిర్వహించారు. ఈ సందర్భంగా ఆయన మాట్లాడుతూ బహిరంగ ప్రదేశాల్లో మద్యం సేవించే వారిపై కేసులు నమోదు చేయాలని ఆదేశించారు. మహిళల భద్రతకు అధిక ప్రాధాన్యత ఇవ్వాలని, రాత్రి వేళల్లో గస్తీ ముమ్మరం చేయాలని సూచించారు. xyxy=(1112,306,1472,468)
article-panchayat-development xyxy=(744,1512,1100,1755)
headline: వాటర్ ప్లాంట్లకు సీజ్ - నెర్రేట్లు విక్రయిస్తే జరిమానా xyxy=(1112,1246,1472,1275)
